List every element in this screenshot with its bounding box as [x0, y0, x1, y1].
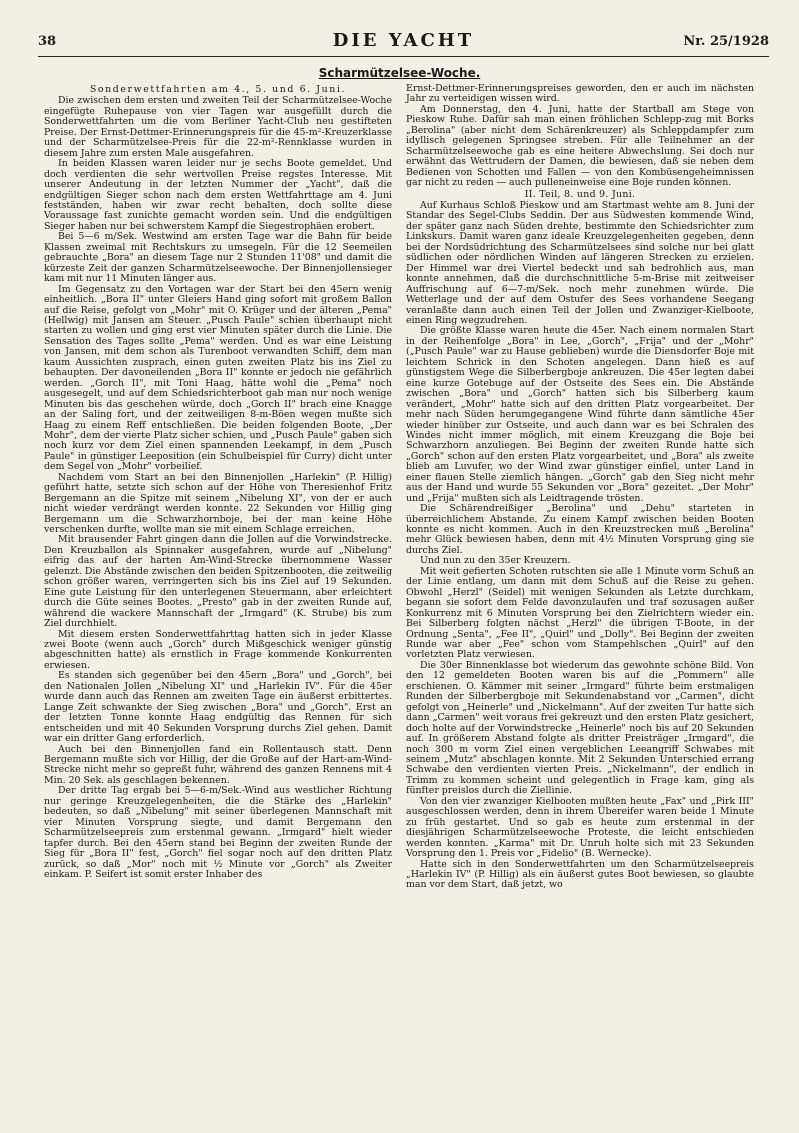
right-column [406, 84, 754, 891]
masthead: DIE YACHT [332, 30, 475, 51]
paragraph: Von den vier zwanziger Kielbooten mußten heute „Fax" und „Pirk III" ausgeschlossen werden, denn in ihrem Übereifer waren beide 1 Minute zu früh gestartet. Und so gab es heute zum erstenmal in der diesjährigen Scharmützelseewoche Proteste, die leicht entschieden werden konnten. „Karma" mit Dr. Unruh holte sich mit 23 Sekunden Vorsprung den 1. Preis vor „Fidelio" (B. Wernecke). [406, 795, 754, 860]
page-number: 38 [38, 34, 57, 49]
paragraph: Auch bei den Binnenjollen fand ein Rollentausch statt. Denn Bergemann mußte sich vor Hillig, der die Große auf der Hart-am-Wind-Strecke nicht mehr so gepreßt fuhr, während des ganzen Rennens mit 4 Min. 20 Sek. als geschlagen bekennen. [44, 743, 392, 786]
section-subheading: Sonderwettfahrten am 4., 5. und 6. Juni. [89, 84, 347, 95]
paragraph: Mit weit gefierten Schoten rutschten sie alle 1 Minute vorm Schuß an der Linie entlang, um dann mit dem Schuß auf die Reise zu gehen. Obwohl „Herzl" (Seidel) mit wenigen Sekunden als Letzte durchkam, begann sie sofort dem Felde davonzulaufen und traf sozusagen außer Konkurrenz mit 6 Minuten Vorsprung bei den Zielrichtern wieder ein. Bei Silberberg folgten nächst „Herzl" die übrigen T-Boote, in der Ordnung „Senta", „Fee II", „Quirl" und „Dolly". Bei Beginn der zweiten Runde war aber „Fee" schon vom Stampehlschen „Quirl" auf den vorletzten Platz verwiesen. [406, 565, 754, 661]
paragraph: Hatte sich in den Sonderwettfahrten um den Scharmützelseepreis „Harlekin IV" (P. Hillig) als ein äußerst gutes Boot bewiesen, so glaubte man vor dem Start, daß jetzt, wo [406, 858, 754, 891]
issue-number: Nr. 25/1928 [683, 34, 769, 49]
paragraph: Ernst-Dettmer-Erinnerungspreises geworden, den er auch im nächsten Jahr zu verteidigen wissen wird. [406, 83, 754, 105]
paragraph: Mit brausender Fahrt gingen dann die Jollen auf die Vorwindstrecke. Den Kreuzballon als Spinnaker ausgefahren, wurde auf „Nibelung" eifrig das auf der harten Am-Wind-Strecke übernommene Wasser gelenzt. Die Abstände zwischen den beiden Spitzenbooten, die zeitweilig schon größer waren, verringerten sich bis ins Ziel auf 19 Sekunden. Eine gute Leistung für den unterlegenen Steuermann, aber erleichtert durch die Güte seines Bootes. „Presto" gab in der zweiten Runde auf, während die wackere Mannschaft der „Irmgard" (K. Strube) bis zum Ziel durchhielt. [44, 534, 392, 630]
article-title: Scharmützelsee-Woche. [318, 66, 481, 80]
paragraph: Die 30er Binnenklasse bot wiederum das gewohnte schöne Bild. Von den 12 gemeldeten Booten waren bis auf die „Pommern" alle erschienen. O. Kämmer mit seiner „Irmgard" führte beim erstmaligen Runden der Silberbergboje mit Sekundenabstand vor „Carmen", dicht gefolgt von „Heinerle" und „Nickelmann". Auf der zweiten Tur hatte sich dann „Carmen" weit voraus frei gekreuzt und den ersten Platz gesichert, doch holte auf der Vorwindstrecke „Heinerle" noch bis auf 20 Sekunden auf. In größerem Abstand folgte als dritter Preisträger „Irmgard", die noch 300 m vorm Ziel einen vergeblichen Leeangriff Schwabes mit seinem „Mutz" abschlagen konnte. Mit 2 Sekunden Unterschied errang Schwabe den verdienten vierten Preis. „Nickelmann", der endlich in Trimm zu kommen scheint und gelegentlich in Frage kam, ging als fünfter preislos durch die Ziellinie. [406, 659, 754, 797]
paragraph: Der dritte Tag ergab bei 5—6-m/Sek.-Wind aus westlicher Richtung nur geringe Kreuzgelegenheiten, die die Stärke des „Harlekin" bedeuten, so daß „Nibelung" mit seiner überlegenen Mannschaft mit vier Minuten Vorsprung siegte, und damit Bergemann den Scharmützelseepreis zum erstenmal gewann. „Irmgard" hielt wieder tapfer durch. Bei den 45ern stand bei Beginn der zweiten Runde der Sieg für „Bora II" fest, „Gorch" fiel sogar noch auf den dritten Platz zurück, so daß „Mor" noch mit ½ Minute vor „Gorch" als Zweiter einkam. P. Seifert ist somit erster Inhaber des [44, 785, 392, 880]
paragraph: Mit diesem ersten Sonderwettfahrttag hatten sich in jeder Klasse zwei Boote (wenn auch „Gorch" durch Mißgeschick weniger günstig abgeschnitten hatte) als ernstlich in Frage kommende Konkurrenten erwiesen. [44, 628, 392, 671]
paragraph: Die größte Klasse waren heute die 45er. Nach einem normalen Start in der Reihenfolge „Bora" in Lee, „Gorch", „Frija" und der „Mohr" („Pusch Paule" war zu Hause geblieben) wurde die Diensdorfer Boje mit leichtem Schrick in den Schoten angelegen. Dann hieß es auf günstigstem Wege die Silberbergboje ankreuzen. Die 45er legten dabei eine kurze Gotebuge auf der Ostseite des Sees ein. Die Abstände zwischen „Bora" und „Gorch" hatten sich bis Silberberg kaum verändert, „Mohr" hatte sich auf den dritten Platz vorgearbeitet. Der mehr nach Süden herumgegangene Wind führte dann sämtliche 45er wieder hinüber zur Ostseite, und auch dann war es bei Schralen des Windes nicht immer möglich, mit einem Kreuzgang die Boje bei Schwarzhorn anzuliegen. Bei Beginn der zweiten Runde hatte sich „Gorch" schon auf den ersten Platz vorgearbeitet, und „Bora" als zweite blieb am Luvufer, wo der Wind zwar günstiger einfiel, unter Land in einer flauen Stelle ziemlich hängen. „Gorch" gab den Sieg nicht mehr aus der Hand und wurde 55 Sekunden vor „Bora" gezeitet. „Der Mohr" und „Frija" mußten sich als Leidtragende trösten. [406, 325, 754, 504]
paragraph: Die Schärendreißiger „Berolina" und „Dehu" starteten in überreichlichem Abstande. Zu einem Kampf zwischen beiden Booten konnte es nicht kommen. Auch in den Kreuzstrecken muß „Berolina" mehr Glück bewiesen haben, denn mit 4½ Minuten Vorsprung ging sie durchs Ziel. [406, 503, 754, 556]
paragraph: Es standen sich gegenüber bei den 45ern „Bora" und „Gorch", bei den Nationalen Jollen „Nibelung XI" und „Harlekin IV". Für die 45er wurde dann auch das Rennen am zweiten Tage ein äußerst erbittertes. Lange Zeit schwankte der Sieg zwischen „Bora" und „Gorch". Erst an der letzten Tonne konnte Haag endgültig das Rennen für sich entscheiden und mit 40 Sekunden Vorsprung durchs Ziel gehen. Damit war ein dritter Gang erforderlich. [44, 670, 392, 745]
paragraph: Bei 5—6 m/Sek. Westwind am ersten Tage war die Bahn für beide Klassen zweimal mit Rechtskurs zu umsegeln. Für die 12 Seemeilen gebrauchte „Bora" an diesem Tage nur 2 Stunden 11'08" und damit die kürzeste Zeit der ganzen Scharmützelseewoche. Der Binnenjollensieger kam mit nur 11 Minuten länger aus. [44, 231, 392, 285]
paragraph: Am Donnerstag, den 4. Juni, hatte der Startball am Stege von Pieskow Ruhe. Dafür sah man einen fröhlichen Schlepp-zug mit Borks „Berolina" (aber nicht dem Schärenkreuzer) als Schleppdampfer zum idyllisch gelegenen Springsee streben. Für alle Teilnehmer an der Scharmützelseewoche gab es eine heitere Abwechslung. Sei doch nur erwähnt das Wettrudern der Damen, die bewiesen, daß sie neben dem Bedienen von Schotten und Fallen — von den Kombüsengeheimnissen gar nicht zu reden — auch pulleneinweise eine Boje runden können. [406, 103, 754, 189]
paragraph: Nachdem vom Start an bei den Binnenjollen „Harlekin" (P. Hillig) geführt hatte, setzte sich schon auf der Höhe von Theresienhof Fritz Bergemann an die Spitze mit seinem „Nibelung XI", von der er auch nicht wieder verdrängt werden konnte. 22 Sekunden vor Hillig ging Bergemann um die Schwarzhornboje, bei der man keine Höhe verschenken durfte, wollte man sie mit einem Schlage erreichen. [44, 471, 392, 536]
paragraph: Die zwischen dem ersten und zweiten Teil der Scharmützelsee-Woche eingefügte Ruhepause von vier Tagen war ausgefüllt durch die Sonderwettfahrten um die vom Berliner Yacht-Club neu gestifteten Preise. Der Ernst-Dettmer-Erinnerungspreis für die 45-m²-Kreuzerklasse und der Scharmützelsee-Preis für die 22-m²-Rennklasse wurden in diesem Jahre zum ersten Male ausgefahren. [44, 95, 392, 159]
paragraph: Auf Kurhaus Schloß Pieskow und am Startmast wehte am 8. Juni der Standar des Segel-Clubs Seddin. Der aus Südwesten kommende Wind, der später ganz nach Süden drehte, bestimmte den Schiedsrichter zum Linkskurs. Damit waren ganz ideale Kreuzgelegenheiten gegeben, denn bei der Nordsüdrichtung des Scharmützelsees sind solche nur bei glatt südlichen oder nördlichen Winden auf längeren Strecken zu erzielen. Der Himmel war drei Viertel bedeckt und sah bedrohlich aus, man konnte annehmen, daß die durchschnittliche 5-m-Brise mit zeitweiser Auffrischung auf 6—7-m/Sek. noch mehr zunehmen würde. Die Wetterlage und der auf dem Ostufer des Sees vorhandene Seegang veranlaßte dann auch einen Teil der Jollen und Zwanziger-Kielboote, einen Ring wegzudrehen. [406, 199, 754, 326]
paragraph: Im Gegensatz zu den Vortagen war der Start bei den 45ern wenig einheitlich. „Bora II" unter Gleiers Hand ging sofort mit großem Ballon auf die Reise, gefolgt von „Mohr" mit O. Krüger und der älteren „Pema" (Hellwig) mit Jansen am Steuer. „Pusch Paule" schien überhaupt nicht starten zu wollen und ging erst vier Minuten später durch die Linie. Die Sensation des Tages sollte „Pema" werden. Und es war eine Leistung von Jansen, mit dem schon als Turenboot verwandten Schiff, dem man kaum Aussichten zusprach, einen guten zweiten Platz bis ins Ziel zu behaupten. Der davoneilenden „Bora II" konnte er jedoch nie gefährlich werden. „Gorch II", mit Toni Haag, hätte wohl die „Pema" noch ausgesegelt, und auf dem Schiedsrichterboot gab man nur noch wenige Minuten bis das geschehen würde, doch „Gorch II" brach eine Knagge an der Saling fort, und der zeitweiligen 8-m-Böen wegen mußte sich Haag zu einem Reff entschließen. Die beiden folgenden Boote, „Der Mohr", dem der vierte Platz sicher schien, und „Pusch Paule" gaben sich noch kurz vor dem Ziel einen spannenden Leekampf, in dem „Pusch Paule" in günstiger Leeposition (ein Schulbeispiel für Curry) dicht unter dem Segel von „Mohr" vorbeilief. [44, 283, 392, 473]
section-subheading: II. Teil, 8. und 9. Juni. [524, 188, 636, 200]
left-column [44, 84, 392, 880]
paragraph: Und nun zu den 35er Kreuzern. [420, 555, 571, 567]
page-header [38, 30, 769, 57]
paragraph: In beiden Klassen waren leider nur je sechs Boote gemeldet. Und doch verdienten die sehr wertvollen Preise regstes Interesse. Mit unserer Andeutung in der letzten Nummer der „Yacht", daß die endgültigen Sieger schon nach dem ersten Wettfahrttage am 4. Juni festständen, haben wir zwar recht behalten, doch sollte diese Voraussage fast zunichte gemacht worden sein. Und die endgültigen Sieger haben nur bei schwerstem Kampf die Siegestrophäen erobert. [44, 158, 392, 232]
